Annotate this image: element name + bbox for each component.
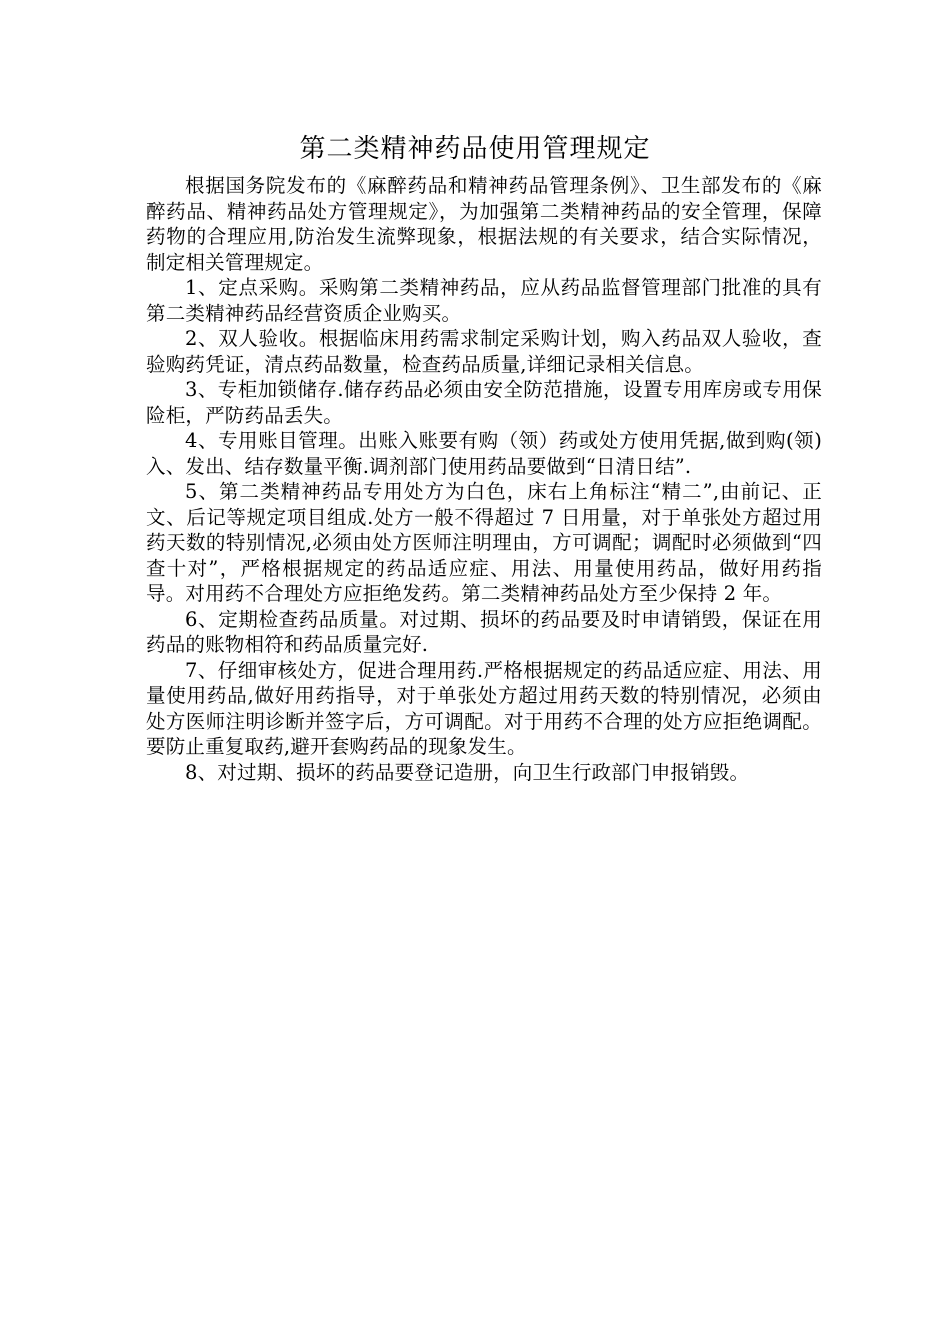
rule-paragraph-7: 7、仔细审核处方，促进合理用药.严格根据规定的药品适应症、用法、用量使用药品,做好用药指导，对于单张处方超过用药天数的特别情况，必须由处方医师注明诊断并签字后，方可调配。对于用药不合理的处方应拒绝调配。要防止重复取药,避开套购药品的现象发生。	[146, 658, 822, 758]
document-body	[146, 173, 822, 785]
document-title: 第二类精神药品使用管理规定	[299, 134, 651, 164]
rule-paragraph-5: 5、第二类精神药品专用处方为白色，床右上角标注“精二”,由前记、正文、后记等规定项目组成.处方一般不得超过 7 日用量，对于单张处方超过用药天数的特别情况,必须由处方医师注明理由，方可调配；调配时必须做到“四查十对”，严格根据规定的药品适应症、用法、用量使用药品，做好用药指导。对用药不合理处方应拒绝发药。第二类精神药品处方至少保持 2 年。	[146, 480, 822, 605]
rule-paragraph-6: 6、定期检查药品质量。对过期、损坏的药品要及时申请销毁，保证在用药品的账物相符和药品质量完好.	[146, 607, 822, 656]
intro-paragraph: 根据国务院发布的《麻醉药品和精神药品管理条例》、卫生部发布的《麻醉药品、精神药品处方管理规定》，为加强第二类精神药品的安全管理，保障药物的合理应用,防治发生流弊现象，根据法规的有关要求，结合实际情况，制定相关管理规定。	[146, 174, 822, 274]
rule-paragraph-2: 2、双人验收。根据临床用药需求制定采购计划，购入药品双人验收，查验购药凭证，清点药品数量，检查药品质量,详细记录相关信息。	[146, 327, 822, 376]
rule-paragraph-8: 8、对过期、损坏的药品要登记造册，向卫生行政部门申报销毁。	[185, 760, 750, 784]
rule-paragraph-3: 3、专柜加锁储存.储存药品必须由安全防范措施，设置专用库房或专用保险柜，严防药品丢失。	[146, 378, 822, 427]
rule-paragraph-1: 1、定点采购。采购第二类精神药品，应从药品监督管理部门批准的具有第二类精神药品经营资质企业购买。	[146, 276, 822, 325]
rule-paragraph-4: 4、专用账目管理。出账入账要有购（领）药或处方使用凭据,做到购(领)入、发出、结存数量平衡.调剂部门使用药品要做到“日清日结”.	[146, 429, 822, 478]
